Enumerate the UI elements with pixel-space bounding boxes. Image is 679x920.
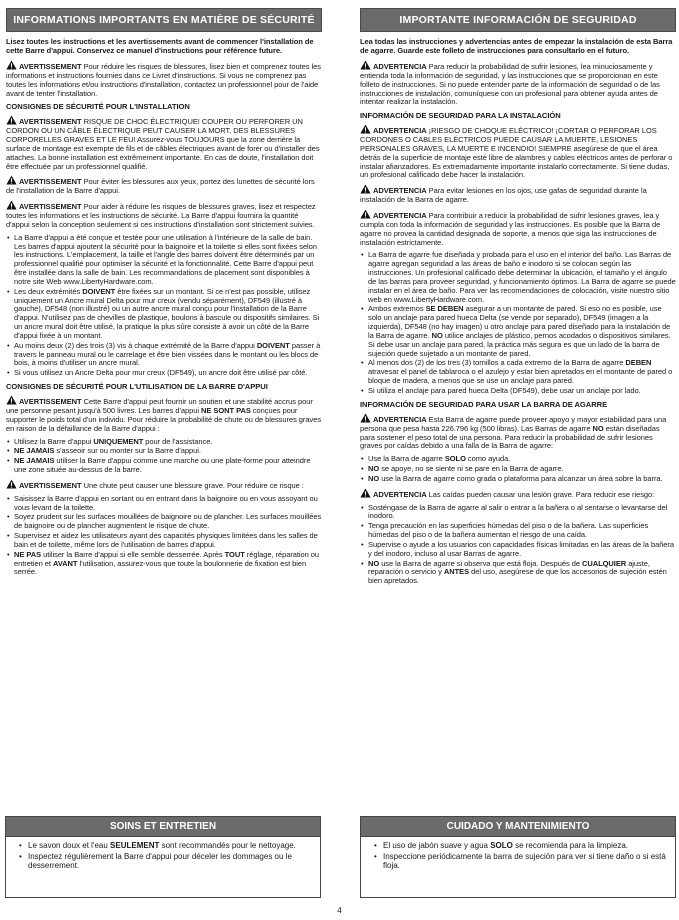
list-item: • Soyez prudent sur les surfaces mouillées de baignoire ou de plancher. Les surfaces mouillées de baignoire ou de plancher augmentent le risque de chute. bbox=[14, 513, 322, 531]
list-item: • Au moins deux (2) des trois (3) vis à chaque extrémité de la Barre d'appui DOIVENT passer à travers le panneau mural ou le carrelage et être bien vissées dans le montant ou les blocs de bois, à moins d'utiliser un ancre mural. bbox=[14, 342, 322, 369]
list-item: • Tenga precaución en las superficies húmedas del piso o de la bañera. Las superficies húmedas del piso o de la bañera aumentan el riesgo de una caída. bbox=[368, 522, 676, 540]
french-warning-5: AVERTISSEMENT Cette Barre d'appui peut fournir un soutien et une stabilité accrus pour une personne pesant jusqu'à 500 livres. Les barres d'appui NE SONT PAS conçues pour supporter le poids total d'un individu. Pour réduire la probabilité de chute ou de blessures graves en raison de la défaillance de la Barre d'appui : bbox=[6, 397, 322, 433]
warning-triangle-icon bbox=[360, 488, 371, 498]
list-item: • El uso de jabón suave y agua SOLO se recomienda para la limpieza. bbox=[383, 841, 675, 851]
spanish-warning-5: ADVERTENCIA Esta Barra de agarre puede proveer apoyo y mayor estabilidad para una persona que pesa hasta 226.796 kg (500 libras). Las Barras de agarre NO están diseñadas para sostener el peso total de una persona. Para reducir la probabilidad de sufrir lesiones graves por caídas debido a una falla de la Barra de agarre: bbox=[360, 414, 667, 451]
list-item: • Supervise o ayude a los usuarios con capacidades físicas limitadas en las áreas de la bañera y del inodoro, incluso al usar Barras de agarre. bbox=[368, 541, 676, 559]
french-warning-2: AVERTISSEMENT RISQUE DE CHOC ÉLECTRIQUE! COUPER OU PERFORER UN CORDON OU UN CÂBLE ÉLECTRIQUE PEUT CAUSER LA MORT, DES BLESSURES CORPORELLES GRAVES ET LE FEU! Assurez-vous TOUJOURS que la zone derrière la surface de montage est exempte de fils et de câbles électriques avant de forer ou d'installer des attaches. La bonne installation est extrêmement importante. En cas de doute, l'installation doit être effectuée par un professionnel qualifié. bbox=[6, 117, 320, 171]
french-use-list bbox=[6, 438, 322, 475]
warning-triangle-icon bbox=[6, 479, 17, 489]
list-item: • NO use la Barra de agarre como grada o plataforma para alcanzar un área sobre la barra. bbox=[368, 475, 676, 484]
french-column bbox=[6, 8, 322, 581]
list-item: • NE JAMAIS utiliser la Barre d'appui comme une marche ou une plate-forme pour atteindre une zone située au-dessus de la barre. bbox=[14, 457, 322, 475]
spanish-warning-1: ADVERTENCIA Para reducir la probabilidad de sufrir lesiones, lea minuciosamente y entienda toda la información de seguridad, y las instrucciones que se proporcionan en este folleto de instrucciones. Si no puede entender parte de la información de seguridad o de las instrucciones de instalación, comuníquese con un profesional para obtener ayuda antes de intentar realizar la instalación. bbox=[360, 62, 660, 107]
page-number: 4 bbox=[337, 906, 342, 915]
list-item: • Al menos dos (2) de los tres (3) tornillos a cada extremo de la Barra de agarre DEBEN atravesar el panel de tablaroca o el azulejo y estar bien apretados en el montante de pared o bloque de madera, a menos que se use un anclaje para pared. bbox=[368, 359, 676, 386]
list-item: • NO use la Barra de agarre si observa que está floja. Después de CUALQUIER ajuste, reparación o servicio y ANTES del uso, asegúrese de que los accesorios de sujeción estén bien apretados. bbox=[368, 560, 676, 587]
spanish-install-list bbox=[360, 251, 676, 396]
list-item: • La Barra de agarre fue diseñada y probada para el uso en el interior del baño. Las Barras de agarre agregan seguridad a las áreas de baño e inodoro si se colocan según las instrucciones. Un profesional calificado debe determinar la ubicación, el tamaño y el ángulo de las barras para proveer seguridad, y funcionamiento óptimos. La Barra de agarre se puede instalar en el área de baño. Para ver las recomendaciones de colocación, visite nuestro sitio web en www.LibertyHardware.com. bbox=[368, 251, 676, 304]
list-item: • NE PAS utiliser la Barre d'appui si elle semble desserrée. Après TOUT réglage, réparation ou entretien et AVANT l'utilisation, assurez-vous que toute la boulonnerie de fixation est bien serrée. bbox=[14, 551, 322, 578]
list-item: • Si utiliza el anclaje para pared hueca Delta (DF549), debe usar un anclaje por lado. bbox=[368, 387, 676, 396]
list-item: • La Barre d'appui a été conçue et testée pour une utilisation à l'intérieure de la salle de bain. Les barres d'appui ajoutent la sécurité pour la baignoire et la toilette si elles sont fixées selon les instructions. L'emplacement, la taille et l'angle des barres doivent être déterminés par un professionnel qualifié pour optimiser la sécurité et la fonctionnalité. Cette Barre d'appui peut être installée dans la salle de bain. Les recommandations de placement sont disponibles à notre site Web www.LibertyHardware.com. bbox=[14, 234, 322, 287]
list-item: • Use la Barra de agarre SOLO como ayuda. bbox=[368, 455, 676, 464]
spanish-warning-2: ADVERTENCIA ¡RIESGO DE CHOQUE ELÉCTRICO! ¡CORTAR O PERFORAR LOS CORDONES O CABLES ELÉCTRICOS PUEDE CAUSAR LA MUERTE, LESIONES PERSONALES GRAVES, LA MUERTE E INCENDIO! SIEMPRE asegúrese de que el área detrás de la superficie de montaje esté libre de alambres y cables eléctricos antes de perforar o instalar afianzadores. Es extremadamente importante instalarlo correctamente. Si tiene dudas, un profesional calificado debe hacer la instalación. bbox=[360, 126, 673, 180]
spanish-install-heading: INFORMACIÓN DE SEGURIDAD PARA LA INSTALACIÓN bbox=[360, 111, 561, 121]
french-warning-4: AVERTISSEMENT Pour aider à réduire les risques de blessures graves, lisez et respectez toutes les informations et les instructions de sécurité. La Barre d'appui fournira la quantité d'appui selon la conception seulement si ces instructions d'installation sont strictement suivies. bbox=[6, 202, 316, 229]
spanish-care-box bbox=[360, 816, 676, 898]
french-install-list bbox=[6, 234, 322, 379]
warning-triangle-icon bbox=[360, 209, 371, 219]
list-item: • Saisissez la Barre d'appui en sortant ou en entrant dans la baignoire ou en vous assoyant ou vous levant de la toilette. bbox=[14, 495, 322, 513]
list-item: • Si vous utilisez un Ancre Delta pour mur creux (DF549), un ancre doit être utilisé par côté. bbox=[14, 369, 322, 378]
spanish-warning-4: ADVERTENCIA Para contribuir a reducir la probabilidad de sufrir lesiones graves, lea y cumpla con toda la información de seguridad y las instrucciones. Es posible que la Barra de agarre no provea la cantidad designada de soporte, a menos que siga las instrucciones de instalación estrictamente. bbox=[360, 210, 661, 247]
warning-triangle-icon bbox=[6, 395, 17, 405]
french-care-box bbox=[5, 816, 321, 898]
warning-triangle-icon bbox=[6, 175, 17, 185]
list-item: • Les deux extrémités DOIVENT être fixées sur un montant. Si ce n'est pas possible, utilisez uniquement un Ancre mural Delta pour mur creux (vendu séparément), DF549 (illustré à gauche), DF548 (non illustré) ou un autre ancre mural conçu pour l'installation de la Barre d'appui. N'utilisez pas de chevilles de plastique, boulons à bascule ou dispositifs similaires. Si un ancre mural doit être utilisé, la pratique la plus sûre consiste à avoir un côté de la Barre d'appui fixée à un montant. bbox=[14, 288, 322, 341]
warning-triangle-icon bbox=[360, 60, 371, 70]
list-item: • Inspeccione periódicamente la barra de sujeción para ver si tiene daño o si está floja. bbox=[383, 852, 675, 871]
french-fall-list bbox=[6, 495, 322, 578]
list-item: • NE JAMAIS s'asseoir sur ou monter sur la Barre d'appui. bbox=[14, 447, 322, 456]
spanish-warning-3: ADVERTENCIA Para evitar lesiones en los ojos, use gafas de seguridad durante la instalación de la Barra de agarre. bbox=[360, 186, 647, 205]
list-item: • Sosténgase de la Barra de agarre al salir o entrar a la bañera o al sentarse o levantarse del inodoro. bbox=[368, 504, 676, 522]
warning-triangle-icon bbox=[6, 60, 17, 70]
french-care-list bbox=[6, 841, 320, 871]
french-intro: Lisez toutes les instructions et les avertissements avant de commencer l'installation de cette Barre d'appui. Conservez ce manuel d'instructions pour référence future. bbox=[6, 37, 314, 56]
spanish-care-header: CUIDADO Y MANTENIMIENTO bbox=[361, 817, 675, 837]
french-install-heading: CONSIGNES DE SÉCURITÉ POUR L'INSTALLATION bbox=[6, 102, 190, 112]
warning-triangle-icon bbox=[6, 200, 17, 210]
spanish-use-list bbox=[360, 455, 676, 484]
spanish-fall-list bbox=[360, 504, 676, 587]
french-warning-6: AVERTISSEMENT Une chute peut causer une blessure grave. Pour réduire ce risque : bbox=[6, 479, 322, 491]
french-section-header: INFORMATIONS IMPORTANTS EN MATIÈRE DE SÉCURITÉ bbox=[6, 8, 322, 32]
spanish-warning-6: ADVERTENCIA Las caídas pueden causar una lesión grave. Para reducir ese riesgo: bbox=[360, 488, 676, 500]
spanish-care-list bbox=[361, 841, 675, 871]
spanish-intro: Lea todas las instrucciones y advertencias antes de empezar la instalación de esta Barra de agarre. Guarde este folleto de instrucciones para consultarlo en el futuro. bbox=[360, 37, 673, 56]
list-item: • Utilisez la Barre d'appui UNIQUEMENT pour de l'assistance. bbox=[14, 438, 322, 447]
french-care-header: SOINS ET ENTRETIEN bbox=[6, 817, 320, 837]
french-warning-1: AVERTISSEMENT Pour réduire les risques de blessures, lisez bien et comprenez toutes les informations et instructions fournies dans ce Livret d'instructions. Si vous ne comprenez pas toutes les informations et/ou instructions d'installation, contactez un professionnel pour de l'aide avant de tenter l'installation. bbox=[6, 62, 321, 98]
spanish-use-heading: INFORMACIÓN DE SEGURIDAD PARA USAR LA BARRA DE AGARRE bbox=[360, 399, 608, 409]
warning-triangle-icon bbox=[360, 184, 371, 194]
list-item: • Ambos extremos SE DEBEN asegurar a un montante de pared. Si eso no es posible, use solo un anclaje para pared hueca Delta (se vende por separado), DF549 (imagen a la izquierda), DF548 (no hay imagen) u otro anclaje para pared diseñado para la instalación de la Barra de agarre. NO utilice anclajes de plástico, pernos acodados o dispositivos similares. Si debe usar un anclaje para pared, la práctica más segura es que un lado de la barra de sujeción quede sujetado a un montante de pared. bbox=[368, 305, 676, 358]
list-item: • Inspectez régulièrement la Barre d'appui pour déceler les dommages ou le desserrement. bbox=[28, 852, 320, 871]
warning-triangle-icon bbox=[360, 413, 371, 423]
french-warning-3: AVERTISSEMENT Pour éviter les blessures aux yeux, portez des lunettes de sécurité lors de l'installation de la Barre d'appui. bbox=[6, 177, 315, 196]
list-item: • NO se apoye, no se siente ni se pare en la Barra de agarre. bbox=[368, 465, 676, 474]
warning-triangle-icon bbox=[6, 115, 17, 125]
list-item: • Supervisez et aidez les utilisateurs ayant des capacités physiques limitées dans les salles de bain et de toilette, même lors de l'utilisation de barres d'appui. bbox=[14, 532, 322, 550]
spanish-column bbox=[360, 8, 676, 590]
spanish-section-header: IMPORTANTE INFORMACIÓN DE SEGURIDAD bbox=[360, 8, 676, 32]
list-item: • Le savon doux et l'eau SEULEMENT sont recommandés pour le nettoyage. bbox=[28, 841, 320, 851]
french-use-heading: CONSIGNES DE SÉCURITÉ POUR L'UTILISATION DE LA BARRE D'APPUI bbox=[6, 382, 268, 392]
warning-triangle-icon bbox=[360, 124, 371, 134]
